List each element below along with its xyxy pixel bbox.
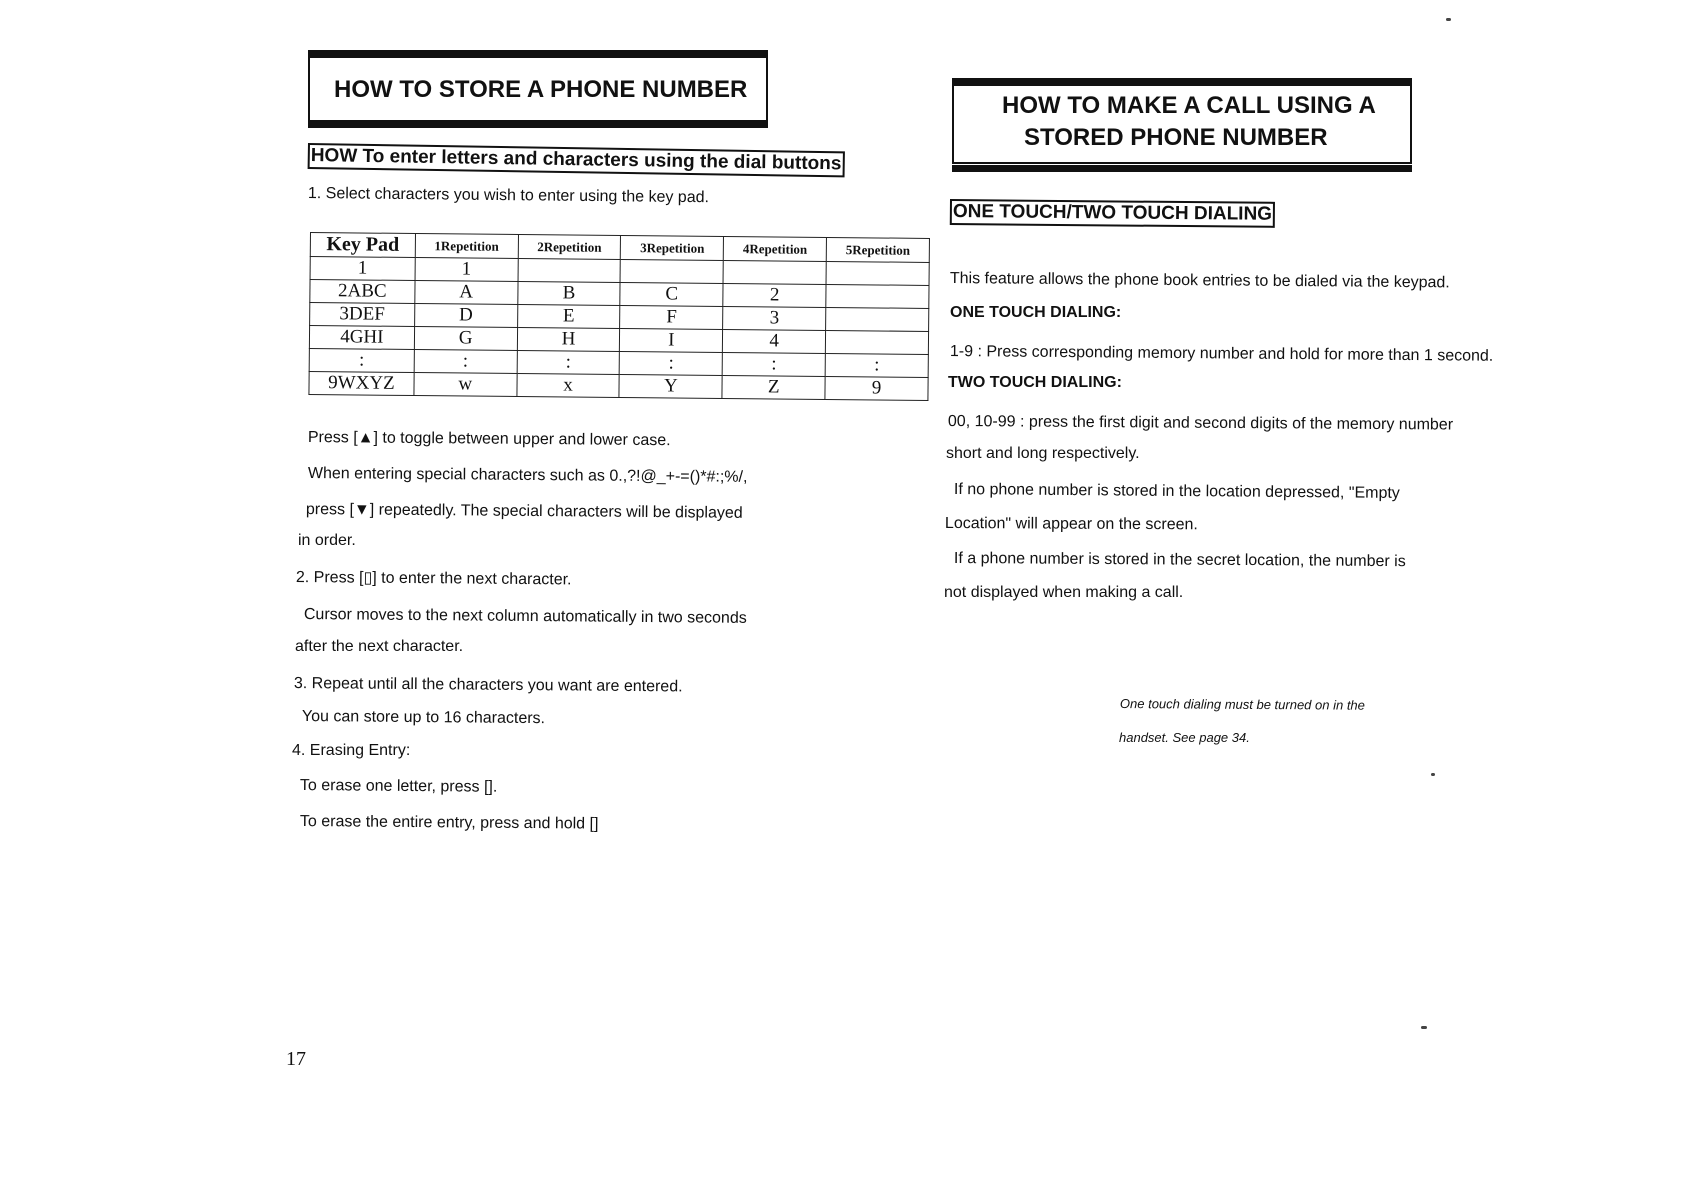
store-number-title: HOW TO STORE A PHONE NUMBER	[334, 76, 748, 103]
two-touch-line-1: 00, 10-99 : press the first digit and second digits of the memory number	[947, 412, 1454, 434]
make-call-title-line-1: HOW TO MAKE A CALL USING A	[1002, 92, 1376, 119]
handset-note-line-2: handset. See page 34.	[1119, 730, 1250, 745]
table-header-cell: 5Repetition	[826, 237, 929, 262]
cursor-line-1: Cursor moves to the next column automatically in two seconds	[303, 605, 747, 627]
step-4-text: 4. Erasing Entry:	[292, 742, 411, 759]
scan-speck	[1421, 1026, 1427, 1029]
table-cell: Y	[619, 374, 722, 398]
make-call-title-line-2: STORED PHONE NUMBER	[1024, 124, 1328, 151]
store-number-title-box	[308, 56, 768, 122]
erase-one-text: To erase one letter, press [].	[299, 776, 498, 796]
table-header-cell: 1Repetition	[415, 234, 518, 259]
store-limit-text: You can store up to 16 characters.	[301, 707, 546, 728]
table-cell: C	[620, 282, 723, 306]
table-cell: :	[722, 352, 825, 376]
handset-note-line-1: One touch dialing must be turned on in the	[1119, 695, 1365, 713]
special-chars-line-2: press [▼] repeatedly. The special characters will be displayed	[305, 500, 743, 522]
step-3-text: 3. Repeat until all the characters you want are entered.	[293, 674, 683, 696]
table-cell	[826, 284, 929, 308]
toggle-case-text: Press [▲] to toggle between upper and lower case.	[307, 428, 671, 450]
step-1-text: 1. Select characters you wish to enter using the key pad.	[307, 184, 710, 207]
table-cell: 3	[723, 306, 826, 330]
special-chars-line-1: When entering special characters such as 0.,?!@_+-=()*#:;%/,	[307, 464, 748, 486]
table-cell: B	[517, 281, 620, 305]
cursor-line-2: after the next character.	[295, 638, 464, 655]
table-cell: 9WXYZ	[309, 371, 414, 395]
page-number: 17	[286, 1048, 306, 1070]
table-cell: :	[414, 350, 517, 374]
empty-location-line-2: Location" will appear on the screen.	[944, 515, 1198, 534]
table-cell	[825, 330, 928, 354]
empty-location-line-1: If no phone number is stored in the location depressed, "Empty	[953, 480, 1400, 502]
table-header-cell: Key Pad	[310, 233, 415, 258]
table-cell: 4GHI	[309, 326, 414, 350]
table-cell: x	[517, 373, 620, 397]
table-cell	[826, 307, 929, 331]
table-cell: :	[825, 353, 928, 377]
table-cell: :	[517, 350, 620, 374]
table-cell: :	[309, 348, 414, 372]
secret-location-line-2: not displayed when making a call.	[944, 584, 1184, 601]
table-cell: 1	[415, 258, 518, 282]
table-cell	[621, 259, 724, 283]
erase-all-text: To erase the entire entry, press and hold []	[299, 812, 599, 833]
one-touch-text: 1-9 : Press corresponding memory number and hold for more than 1 second.	[949, 342, 1494, 365]
keypad-repetition-table	[308, 232, 930, 401]
table-cell: I	[620, 328, 723, 352]
table-cell: :	[620, 351, 723, 375]
table-header-cell: 3Repetition	[621, 235, 724, 260]
table-cell: E	[517, 304, 620, 328]
table-cell: 2	[723, 283, 826, 307]
scan-speck	[1446, 18, 1451, 21]
table-cell: 3DEF	[310, 303, 415, 327]
table-cell: 9	[825, 376, 928, 400]
step-2-text: 2. Press [▯] to enter the next character.	[295, 568, 572, 589]
table-row	[309, 371, 928, 400]
two-touch-line-2: short and long respectively.	[946, 445, 1140, 462]
table-cell: 1	[310, 257, 415, 281]
table-cell	[723, 260, 826, 284]
scan-speck	[1431, 773, 1435, 776]
table-cell: 4	[723, 329, 826, 353]
table-cell	[518, 258, 621, 282]
table-cell: D	[414, 304, 517, 328]
two-touch-heading: TWO TOUCH DIALING:	[948, 374, 1122, 391]
table-header-cell: 4Repetition	[724, 236, 827, 261]
table-cell: Z	[722, 375, 825, 399]
table-cell: 2ABC	[310, 280, 415, 304]
enter-letters-subheading: HOW To enter letters and characters using the dial buttons	[308, 143, 845, 177]
table-header-cell: 2Repetition	[518, 234, 621, 259]
table-cell: G	[414, 327, 517, 351]
feature-intro-text: This feature allows the phone book entries to be dialed via the keypad.	[949, 269, 1450, 292]
table-cell: F	[620, 305, 723, 329]
make-call-title-box	[952, 84, 1412, 164]
secret-location-line-1: If a phone number is stored in the secret location, the number is	[953, 550, 1406, 571]
table-cell	[826, 261, 929, 285]
table-cell: A	[415, 281, 518, 305]
special-chars-line-3: in order.	[298, 532, 356, 549]
dialing-subheading: ONE TOUCH/TWO TOUCH DIALING	[950, 199, 1275, 228]
table-cell: w	[414, 373, 517, 397]
table-cell: H	[517, 327, 620, 351]
one-touch-heading: ONE TOUCH DIALING:	[950, 304, 1122, 321]
